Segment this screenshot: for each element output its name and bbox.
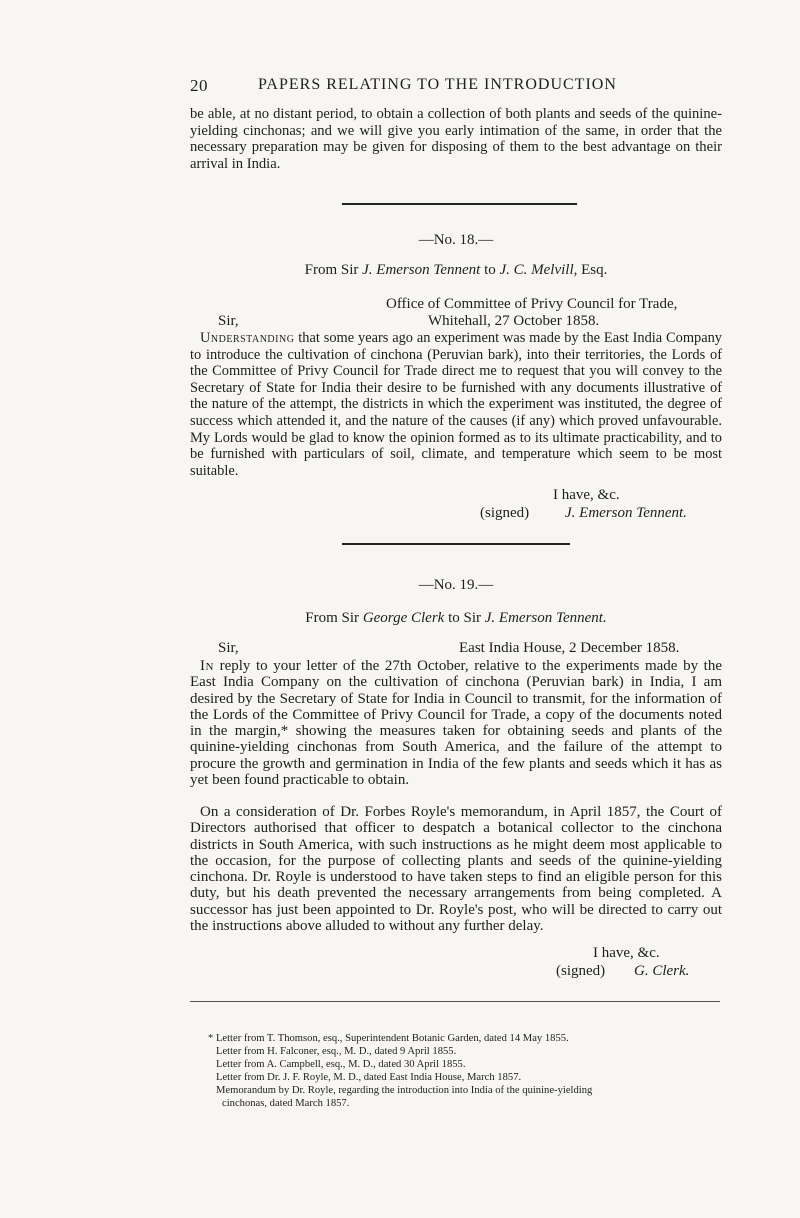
letter-18-salutation: Sir, <box>218 313 239 329</box>
letter-18-address-line1: Office of Committee of Privy Council for Trade, <box>386 296 678 312</box>
letter-19-signature: G. Clerk. <box>634 963 690 979</box>
letter-19-address: East India House, 2 December 1858. <box>459 640 680 656</box>
footnote-line: Letter from Dr. J. F. Royle, M. D., dated East India House, March 1857. <box>216 1072 522 1083</box>
footnote-line: Memorandum by Dr. Royle, regarding the introduction into India of the quinine-yielding <box>216 1085 593 1096</box>
letter-18-address-line2: Whitehall, 27 October 1858. <box>428 313 600 329</box>
letter-18-heading: From Sir J. Emerson Tennent to J. C. Melvill, Esq. <box>304 262 608 278</box>
footnote-line: cinchonas, dated March 1857. <box>222 1098 350 1109</box>
letter-18-closing: I have, &c. <box>553 487 620 503</box>
intro-paragraph: be able, at no distant period, to obtain a collection of both plants and seeds of the quinine-yielding cinchonas; and we will give you early intimation of the same, in order that the necessary preparation may be given for disposing of them to the best advantage on their arrival in India. <box>190 106 722 172</box>
running-title: PAPERS RELATING TO THE INTRODUCTION <box>258 76 617 93</box>
section-divider <box>342 203 577 205</box>
letter-19-heading: From Sir George Clerk to Sir J. Emerson Tennent. <box>305 610 607 626</box>
footnotes <box>208 1032 728 1110</box>
letter-19-salutation: Sir, <box>218 640 239 656</box>
footnote-rule <box>190 1001 720 1002</box>
letter-18-body: Understanding that some years ago an experiment was made by the East India Company to introduce the cultivation of cinchona (Peruvian bark), into their territories, the Lords of the Committee of Privy Council for Trade direct me to request that you will convey to the Secretary of State for India their desire to be furnished with any documents illustrative of the nature of the attempt, the districts in which the experiment was instituted, the degree of success which attended it, and the nature of the causes (if any) which proved unfavourable. My Lords would be glad to know the opinion formed as to its ultimate practicability, and to be furnished with particulars of soil, climate, and temperature which seem to be most suitable. <box>190 330 722 479</box>
letter-19-body-1: In reply to your letter of the 27th October, relative to the experiments made by the East India Company on the cultivation of cinchona (Peruvian bark) in India, I am desired by the Secretary of State for India in Council to transmit, for the information of the Lords of the Committee of Privy Council for Trade, a copy of the documents noted in the margin,* showing the measures taken for obtaining seeds and plants of the quinine-yielding cinchonas from South America, and the failure of the attempt to procure the growth and germination in India of the few plants and seeds which it has as yet been found practicable to obtain. <box>190 658 723 789</box>
letter-19-closing: I have, &c. <box>593 945 660 961</box>
letter-19-body-2: On a consideration of Dr. Forbes Royle's memorandum, in April 1857, the Court of Directors authorised that officer to despatch a botanical collector to the cinchona districts in South America, with such instructions as he might deem most applicable to the occasion, for the purpose of collecting plants and seeds of the quinine-yielding cinchona. Dr. Royle is understood to have taken steps to find an eligible person for this duty, but his death prevented the necessary arrangements from being completed. A successor has just been appointed to Dr. Royle's post, who will be directed to carry out the instructions above alluded to without any further delay. <box>190 804 722 935</box>
letter-19-signed-label: (signed) <box>556 963 606 979</box>
page-number: 20 <box>190 76 208 95</box>
letter-18-number: —No. 18.— <box>418 232 494 248</box>
letter-18-signature: J. Emerson Tennent. <box>565 505 687 521</box>
section-divider <box>342 543 570 545</box>
footnote-line: * Letter from T. Thomson, esq., Superintendent Botanic Garden, dated 14 May 1855. <box>208 1033 569 1044</box>
letter-18-signed-label: (signed) <box>480 505 530 521</box>
footnote-line: Letter from H. Falconer, esq., M. D., dated 9 April 1855. <box>216 1046 457 1057</box>
footnote-line: Letter from A. Campbell, esq., M. D., dated 30 April 1855. <box>216 1059 466 1070</box>
letter-19-number: —No. 19.— <box>418 577 494 593</box>
